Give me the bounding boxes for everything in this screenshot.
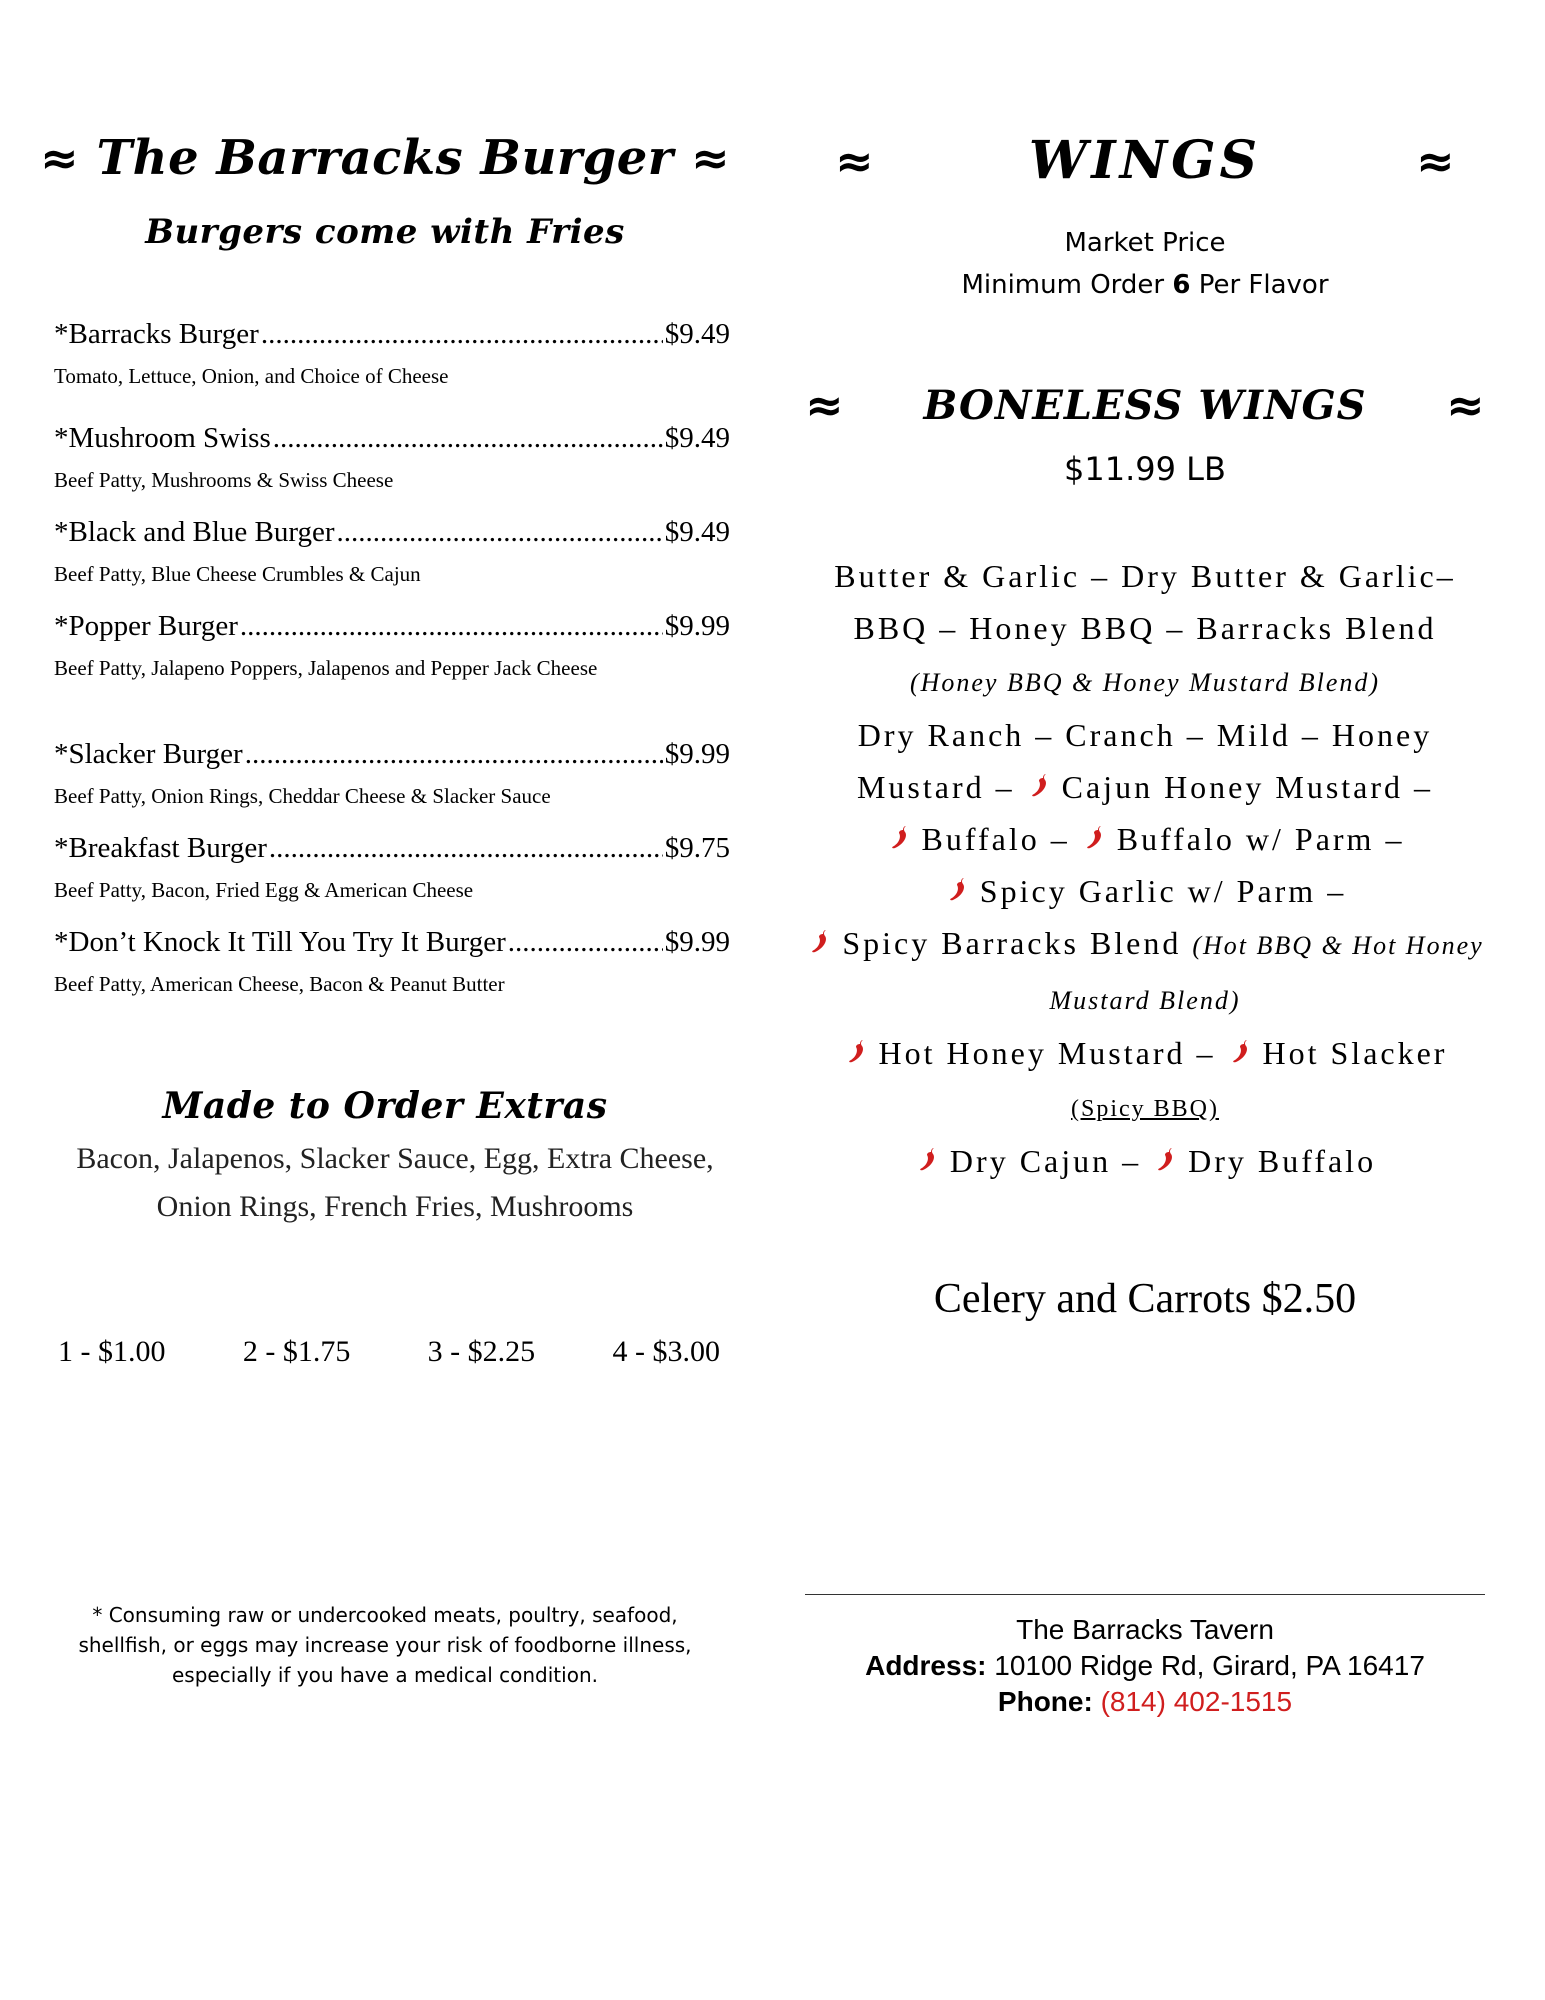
hot-pepper-icon [843, 1036, 873, 1066]
leader-dots [273, 422, 663, 455]
item-description: Beef Patty, Bacon, Fried Egg & American Cheese [54, 878, 474, 902]
flavor-buffalo: Buffalo – [921, 821, 1081, 857]
leader-dots [240, 610, 663, 643]
flavor-spicy-garlic-parm: Spicy Garlic w/ Parm – [979, 873, 1347, 909]
hot-pepper-icon [1152, 1144, 1182, 1174]
item-price: $9.99 [664, 610, 730, 642]
hot-pepper-icon [1081, 822, 1111, 852]
extras-title: Made to Order Extras [162, 1085, 608, 1127]
extras-price-4: 4 - $3.00 [612, 1335, 720, 1368]
address-value: 10100 Ridge Rd, Girard, PA 16417 [986, 1650, 1425, 1681]
celery-carrots: Celery and Carrots $2.50 [933, 1276, 1357, 1322]
item-price: $9.99 [664, 926, 730, 958]
item-description: Tomato, Lettuce, Onion, and Choice of Cheese [54, 364, 449, 388]
flavor-hot-slacker: Hot Slacker [1262, 1035, 1448, 1071]
extras-price-2: 2 - $1.75 [242, 1335, 351, 1368]
barracks-blend-note: (Honey BBQ & Honey Mustard Blend) [909, 668, 1381, 697]
boneless-title: BONELESS WINGS [923, 381, 1367, 429]
item-name: *Barracks Burger [54, 318, 259, 350]
market-price: Market Price [1064, 228, 1226, 258]
item-price: $9.49 [664, 422, 730, 454]
item-description: Beef Patty, Mushrooms & Swiss Cheese [54, 468, 394, 492]
approx-symbol-right: ≈ [690, 131, 730, 185]
wings-title: WINGS [1028, 130, 1262, 191]
boneless-header [805, 378, 1485, 432]
menu-item [54, 610, 730, 685]
spicy-barracks-note: (Hot BBQ & Hot Honey Mustard Blend) [1049, 931, 1484, 1015]
menu-item [54, 516, 730, 591]
item-name: *Popper Burger [54, 610, 238, 642]
item-name: *Don’t Knock It Till You Try It Burger [54, 926, 506, 958]
hot-pepper-icon [886, 822, 916, 852]
item-name: *Mushroom Swiss [54, 422, 271, 454]
approx-symbol-right: ≈ [1445, 378, 1485, 432]
item-description: Beef Patty, American Cheese, Bacon & Peanut Butter [54, 972, 505, 996]
leader-dots [508, 926, 663, 959]
hot-pepper-icon [1026, 770, 1056, 800]
hot-pepper-icon [1227, 1036, 1257, 1066]
item-price: $9.49 [664, 318, 730, 350]
flavors-mild-2: Dry Ranch – Cranch – Mild – Honey Mustard – [856, 717, 1433, 805]
flavor-dry-cajun: Dry Cajun – [949, 1143, 1153, 1179]
item-price: $9.49 [664, 516, 730, 548]
minimum-order [805, 270, 1485, 300]
phone-label: Phone: [997, 1686, 1093, 1717]
extras-list: Bacon, Jalapenos, Slacker Sauce, Egg, Extra Cheese, Onion Rings, French Fries, Mushrooms [76, 1142, 714, 1223]
flavor-spicy-barracks-blend: Spicy Barracks Blend [842, 925, 1193, 961]
footer-contact [805, 1612, 1485, 1720]
wings-header [805, 130, 1485, 191]
menu-item [54, 318, 730, 393]
flavors-mild: Butter & Garlic – Dry Butter & Garlic– BBQ – Honey BBQ – Barracks Blend [834, 558, 1456, 646]
approx-symbol-left: ≈ [835, 133, 875, 188]
menu-item [54, 926, 730, 1001]
address-line [805, 1648, 1485, 1684]
burger-header [40, 130, 730, 186]
boneless-price: $11.99 LB [1064, 450, 1226, 488]
leader-dots [261, 318, 663, 351]
approx-symbol-right: ≈ [1415, 133, 1455, 188]
approx-symbol-left: ≈ [40, 131, 80, 185]
min-order-number: 6 [1172, 270, 1191, 300]
leader-dots [269, 832, 663, 865]
flavor-cajun-honey-mustard: Cajun Honey Mustard – [1061, 769, 1434, 805]
item-description: Beef Patty, Onion Rings, Cheddar Cheese & Slacker Sauce [54, 784, 551, 808]
menu-item [54, 832, 730, 907]
burger-title: The Barracks Burger [96, 130, 674, 186]
leader-dots [245, 738, 663, 771]
item-name: *Breakfast Burger [54, 832, 267, 864]
hot-pepper-icon [806, 926, 836, 956]
address-label: Address: [865, 1650, 987, 1681]
flavor-dry-buffalo: Dry Buffalo [1188, 1143, 1377, 1179]
hot-pepper-icon [914, 1144, 944, 1174]
menu-item [54, 738, 730, 813]
min-order-suffix: Per Flavor [1190, 270, 1329, 300]
extras-price-1: 1 - $1.00 [58, 1335, 166, 1368]
hot-pepper-icon [944, 874, 974, 904]
leader-dots [337, 516, 663, 549]
approx-symbol-left: ≈ [805, 378, 845, 432]
item-name: *Black and Blue Burger [54, 516, 335, 548]
item-price: $9.99 [664, 738, 730, 770]
phone-line [805, 1684, 1485, 1720]
item-description: Beef Patty, Jalapeno Poppers, Jalapenos and Pepper Jack Cheese [54, 656, 598, 680]
flavor-buffalo-parm: Buffalo w/ Parm – [1116, 821, 1405, 857]
phone-number[interactable]: (814) 402-1515 [1092, 1686, 1293, 1717]
extras-prices [58, 1335, 730, 1369]
footer-divider [805, 1594, 1485, 1595]
disclaimer: * Consuming raw or undercooked meats, poultry, seafood, shellfish, or eggs may increase your risk of foodborne illness, especially if you have a medical condition. [78, 1603, 692, 1687]
extras-price-3: 3 - $2.25 [427, 1335, 536, 1368]
burger-subtitle: Burgers come with Fries [145, 212, 625, 252]
flavor-hot-honey-mustard: Hot Honey Mustard – [878, 1035, 1227, 1071]
min-order-text: Minimum Order [961, 270, 1173, 300]
tavern-name: The Barracks Tavern [1016, 1614, 1274, 1645]
item-name: *Slacker Burger [54, 738, 243, 770]
flavor-list [805, 550, 1485, 1187]
item-price: $9.75 [664, 832, 730, 864]
item-description: Beef Patty, Blue Cheese Crumbles & Cajun [54, 562, 421, 586]
hot-slacker-note: (Spicy BBQ) [1071, 1096, 1219, 1122]
menu-item [54, 422, 730, 497]
